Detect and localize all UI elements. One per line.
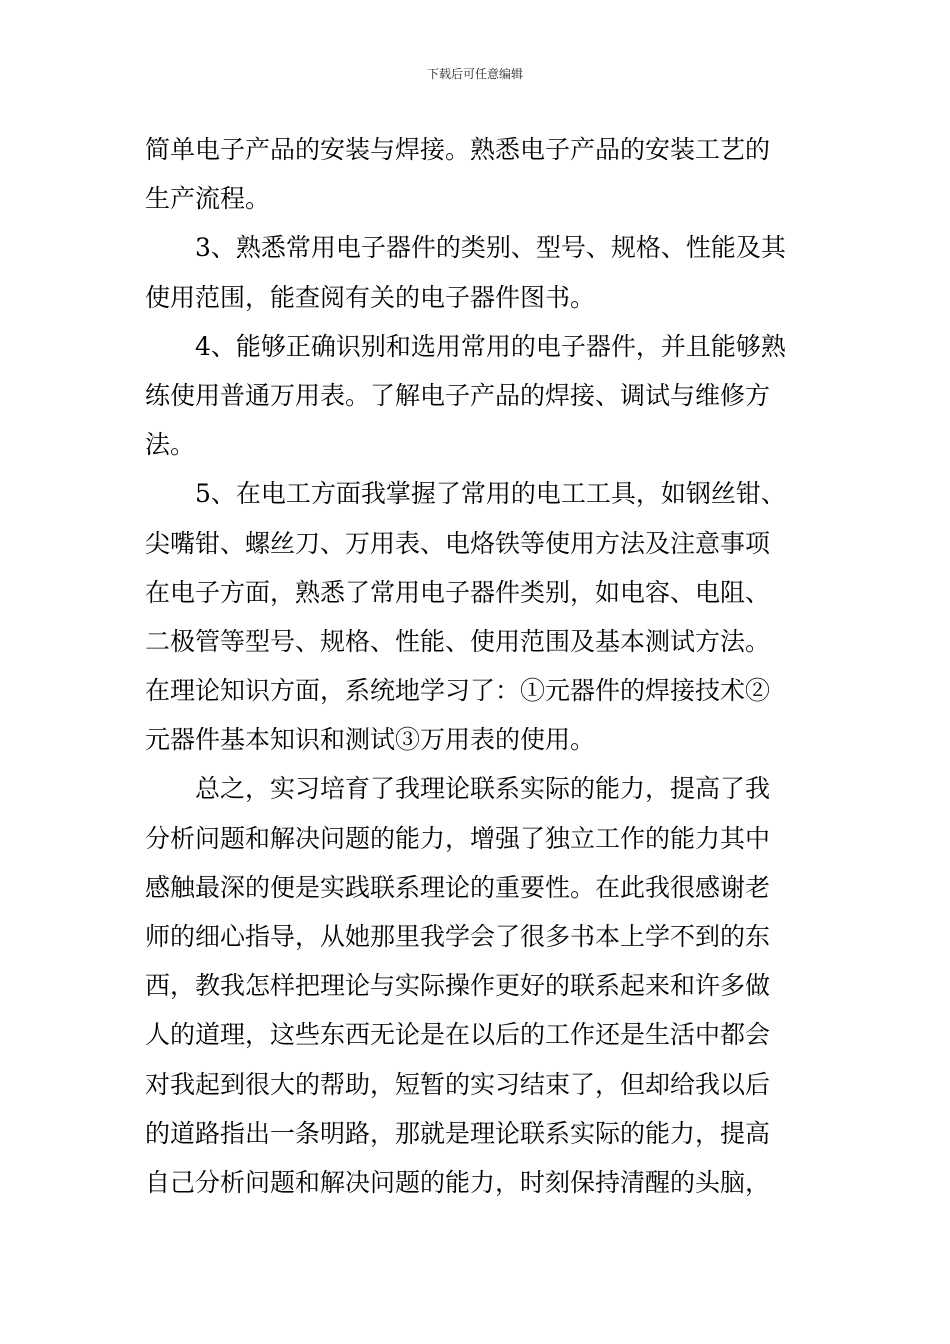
- text-line: 简单电子产品的安装与焊接。熟悉电子产品的安装工艺的: [145, 135, 771, 164]
- text-line: 3、熟悉常用电子器件的类别、型号、规格、性能及其: [195, 233, 786, 263]
- text-line: 师的细心指导，从她那里我学会了很多书本上学不到的东: [145, 922, 771, 951]
- text-line: 的道路指出一条明路，那就是理论联系实际的能力，提高: [145, 1118, 771, 1148]
- text-line: 人的道理，这些东西无论是在以后的工作还是生活中都会: [145, 1020, 771, 1050]
- document-body: [145, 125, 810, 1207]
- text-line: 使用范围，能查阅有关的电子器件图书。: [145, 282, 596, 312]
- text-line: 总之，实习培育了我理论联系实际的能力，提高了我: [195, 774, 771, 804]
- text-line: 在电子方面，熟悉了常用电子器件类别，如电容、电阻、: [145, 577, 771, 607]
- text-line: 自己分析问题和解决问题的能力，时刻保持清醒的头脑，: [145, 1167, 771, 1197]
- text-line: 西，教我怎样把理论与实际操作更好的联系起来和许多做: [145, 971, 771, 1001]
- text-line: 在理论知识方面，系统地学习了：①元器件的焊接技术②: [145, 676, 771, 706]
- text-line: 练使用普通万用表。了解电子产品的焊接、调试与维修方: [145, 380, 771, 410]
- text-line: 对我起到很大的帮助，短暂的实习结束了，但却给我以后: [145, 1069, 771, 1099]
- text-line: 二极管等型号、规格、性能、使用范围及基本测试方法。: [145, 626, 771, 656]
- text-line: 生产流程。: [145, 184, 271, 214]
- text-line: 元器件基本知识和测试③万用表的使用。: [145, 725, 596, 755]
- text-line: 4、能够正确识别和选用常用的电子器件，并且能够熟: [195, 331, 786, 361]
- text-line: 分析问题和解决问题的能力，增强了独立工作的能力其中: [145, 823, 771, 853]
- text-line: 尖嘴钳、螺丝刀、万用表、电烙铁等使用方法及注意事项: [145, 528, 771, 558]
- text-line: 感触最深的便是实践联系理论的重要性。在此我很感谢老: [145, 872, 771, 902]
- text-line: 5、在电工方面我掌握了常用的电工工具，如钢丝钳、: [195, 479, 786, 509]
- page-header: 下载后可任意编辑: [426, 67, 523, 81]
- text-line: 法。: [145, 430, 196, 460]
